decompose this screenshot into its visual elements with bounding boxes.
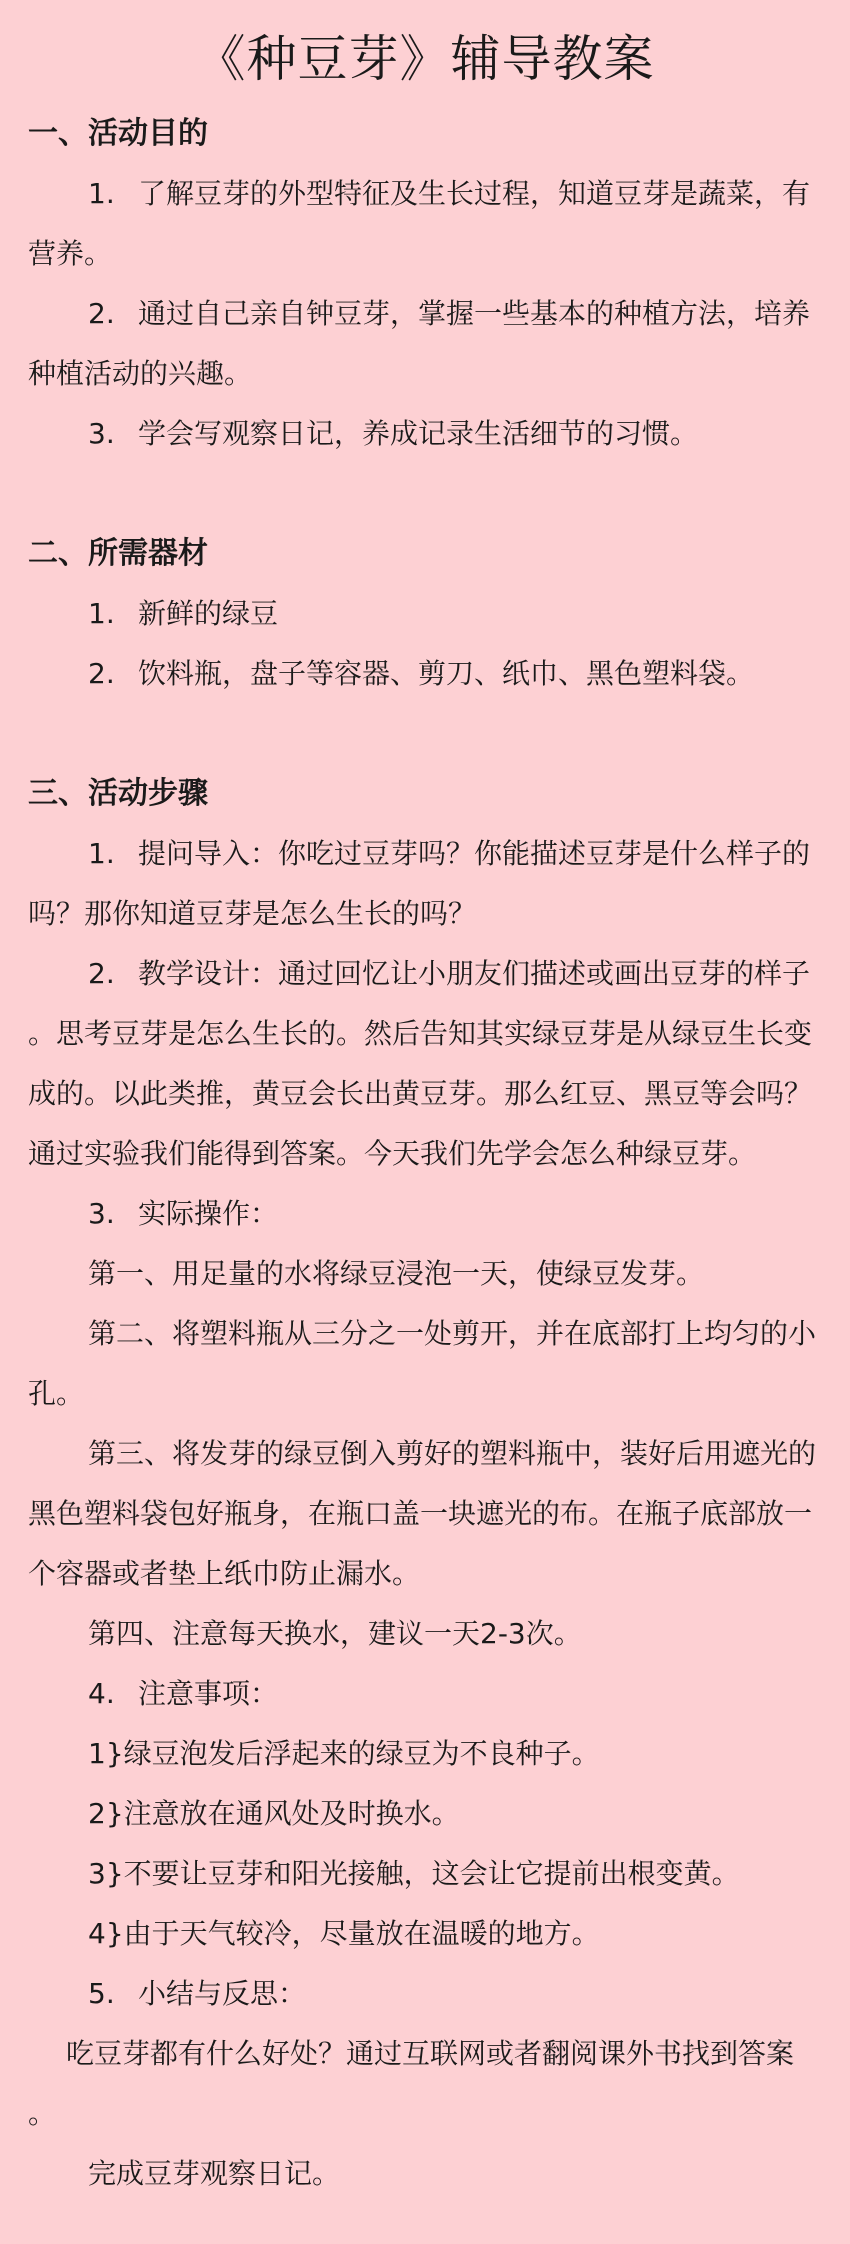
item-number: 3. [88, 1197, 115, 1230]
objective-item-2-cont: 种植活动的兴趣。 [28, 357, 253, 390]
objective-item-2 [88, 294, 810, 334]
material-item-2 [88, 654, 754, 694]
note-2: 2}注意放在通风处及时换水。 [88, 1797, 460, 1830]
reflection-question: 吃豆芽都有什么好处？通过互联网或者翻阅课外书找到答案 [66, 2037, 795, 2070]
note-4: 4}由于天气较冷，尽量放在温暖的地方。 [88, 1917, 600, 1950]
objective-item-1 [88, 174, 810, 214]
note-3: 3}不要让豆芽和阳光接触，这会让它提前出根变黄。 [88, 1857, 740, 1890]
item-text: 通过自己亲自钟豆芽，掌握一些基本的种植方法，培养 [138, 297, 811, 330]
item-text: 注意事项： [138, 1677, 279, 1710]
item-number: 1. [88, 177, 115, 210]
item-text: 小结与反思： [138, 1977, 307, 2010]
item-text: 教学设计：通过回忆让小朋友们描述或画出豆芽的样子 [138, 957, 811, 990]
item-text: 新鲜的绿豆 [138, 597, 279, 630]
operation-1: 第一、用足量的水将绿豆浸泡一天，使绿豆发芽。 [88, 1257, 705, 1290]
final-task: 完成豆芽观察日记。 [88, 2157, 341, 2190]
page-title: 《种豆芽》辅导教案 [195, 30, 655, 88]
operation-2-cont: 孔。 [28, 1377, 85, 1410]
operation-3-cont-2: 个容器或者垫上纸巾防止漏水。 [28, 1557, 421, 1590]
item-text: 学会写观察日记，养成记录生活细节的习惯。 [138, 417, 699, 450]
item-number: 2. [88, 957, 115, 990]
step-4 [88, 1674, 278, 1714]
objective-item-1-cont: 营养。 [28, 237, 113, 270]
item-text: 实际操作： [138, 1197, 279, 1230]
item-number: 4. [88, 1677, 115, 1710]
section-heading-materials: 二、所需器材 [28, 536, 208, 571]
item-number: 1. [88, 597, 115, 630]
item-text: 提问导入：你吃过豆芽吗？你能描述豆芽是什么样子的 [138, 837, 811, 870]
note-1: 1}绿豆泡发后浮起来的绿豆为不良种子。 [88, 1737, 600, 1770]
step-2-cont-3: 通过实验我们能得到答案。今天我们先学会怎么种绿豆芽。 [28, 1137, 757, 1170]
reflection-question-cont: 。 [28, 2097, 57, 2130]
operation-4: 第四、注意每天换水，建议一天2-3次。 [88, 1617, 582, 1650]
step-2 [88, 954, 810, 994]
step-2-cont-2: 成的。以此类推，黄豆会长出黄豆芽。那么红豆、黑豆等会吗？ [28, 1077, 813, 1110]
item-number: 5. [88, 1977, 115, 2010]
item-number: 3. [88, 417, 115, 450]
step-2-cont-1: 。思考豆芽是怎么生长的。然后告知其实绿豆芽是从绿豆生长变 [28, 1017, 813, 1050]
section-heading-objectives: 一、活动目的 [28, 116, 208, 151]
item-number: 1. [88, 837, 115, 870]
material-item-1 [88, 594, 278, 634]
item-text: 饮料瓶，盘子等容器、剪刀、纸巾、黑色塑料袋。 [138, 657, 755, 690]
step-3 [88, 1194, 278, 1234]
item-text: 了解豆芽的外型特征及生长过程，知道豆芽是蔬菜，有 [138, 177, 811, 210]
step-1-cont: 吗？那你知道豆芽是怎么生长的吗？ [28, 897, 477, 930]
operation-3-cont-1: 黑色塑料袋包好瓶身，在瓶口盖一块遮光的布。在瓶子底部放一 [28, 1497, 813, 1530]
step-1 [88, 834, 810, 874]
item-number: 2. [88, 657, 115, 690]
operation-3: 第三、将发芽的绿豆倒入剪好的塑料瓶中，装好后用遮光的 [88, 1437, 817, 1470]
section-heading-steps: 三、活动步骤 [28, 776, 208, 811]
item-number: 2. [88, 297, 115, 330]
objective-item-3 [88, 414, 698, 454]
operation-2: 第二、将塑料瓶从三分之一处剪开，并在底部打上均匀的小 [88, 1317, 817, 1350]
step-5 [88, 1974, 306, 2014]
